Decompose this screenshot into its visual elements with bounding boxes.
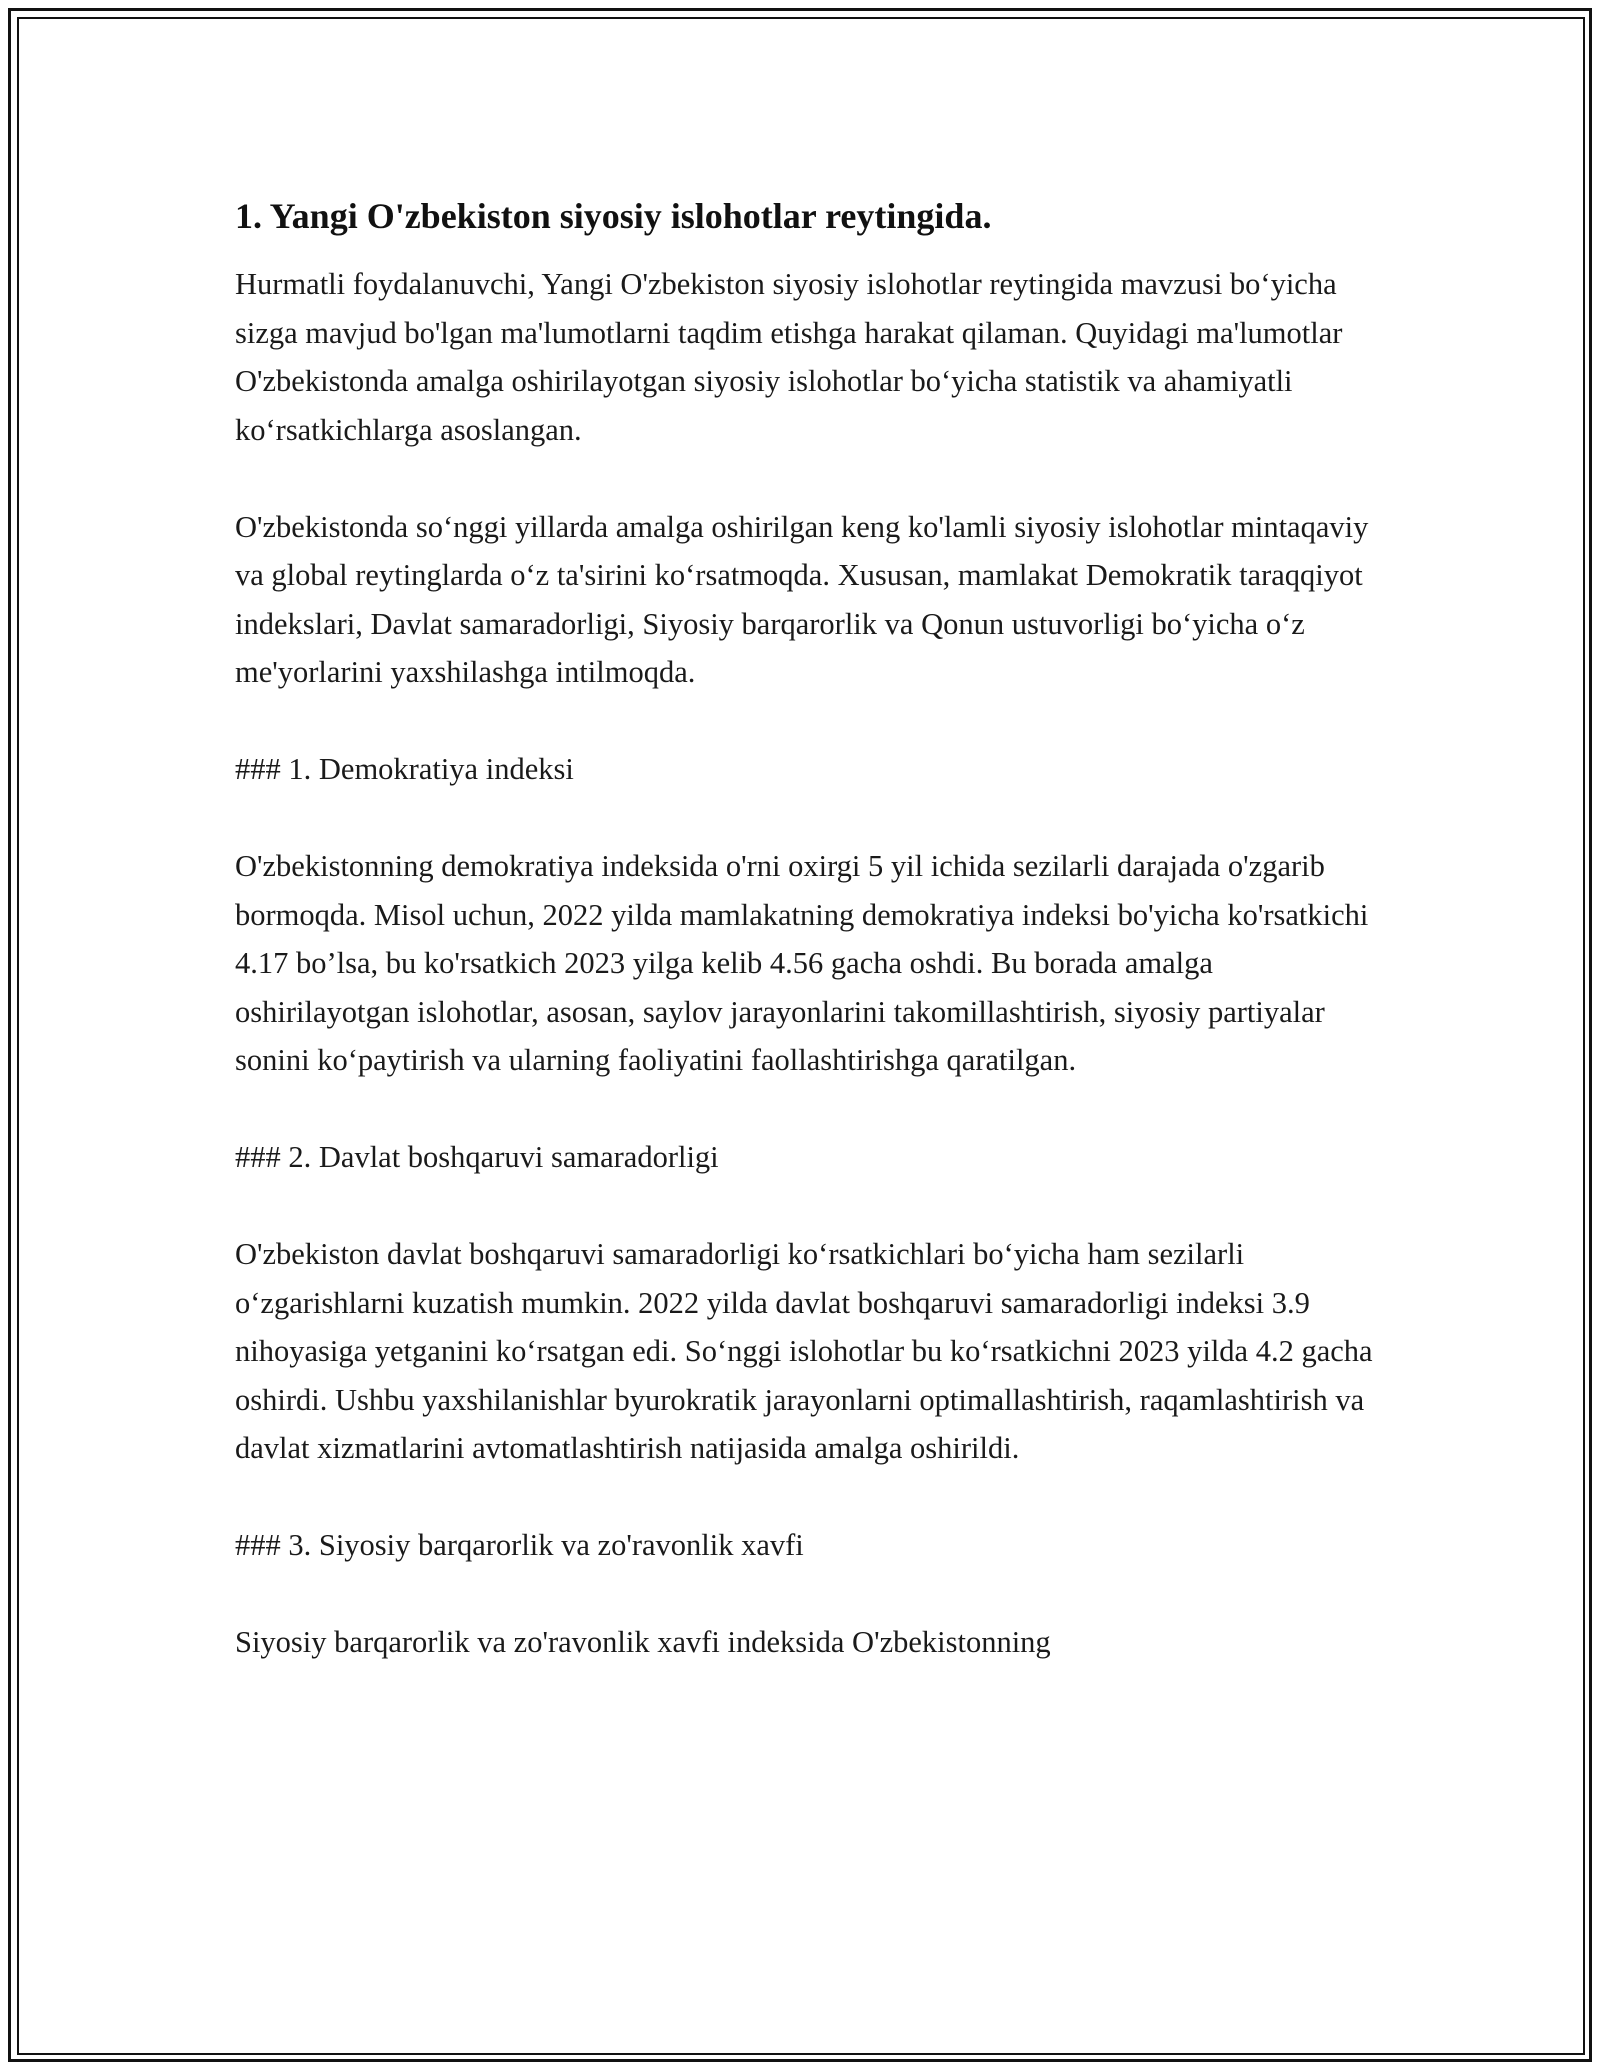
democracy-index-paragraph: O'zbekistonning demokratiya indeksida o'rni oxirgi 5 yil ichida sezilarli darajada o'zgarib bormoqda. Misol uchun, 2022 yilda mamlakatning demokratiya indeksi bo'yicha ko'rsatkichi 4.17 bo’lsa, bu ko'rsatkich 2023 yilga kelib 4.56 gacha oshdi. Bu borada amalga oshirilayotgan islohotlar, asosan, saylov jarayonlarini takomillashtirish, siyosiy partiyalar sonini ko‘paytirish va ularning faoliyatini faollashtirishga qaratilgan. [235, 849, 1369, 1077]
section-heading-democracy-index: ### 1. Demokratiya indeksi [235, 752, 574, 786]
document-body [235, 190, 1375, 1667]
section-heading-government-effectiveness: ### 2. Davlat boshqaruvi samaradorligi [235, 1140, 719, 1174]
intro-paragraph: Hurmatli foydalanuvchi, Yangi O'zbekiston siyosiy islohotlar reytingida mavzusi bo‘yicha sizga mavjud bo'lgan ma'lumotlarni taqdim etishga harakat qilaman. Quyidagi ma'lumotlar O'zbekistonda amalga oshirilayotgan siyosiy islohotlar bo‘yicha statistik va ahamiyatli ko‘rsatkichlarga asoslangan. [235, 267, 1343, 447]
overview-paragraph: O'zbekistonda so‘nggi yillarda amalga oshirilgan keng ko'lamli siyosiy islohotlar mintaqaviy va global reytinglarda o‘z ta'sirini ko‘rsatmoqda. Xususan, mamlakat Demokratik taraqqiyot indekslari, Davlat samaradorligi, Siyosiy barqarorlik va Qonun ustuvorligi bo‘yicha o‘z me'yorlarini yaxshilashga intilmoqda. [235, 509, 1369, 689]
document-title: 1. Yangi O'zbekiston siyosiy islohotlar reytingida. [235, 196, 992, 236]
government-effectiveness-paragraph: O'zbekiston davlat boshqaruvi samaradorligi ko‘rsatkichlari bo‘yicha ham sezilarli o‘zgarishlarni kuzatish mumkin. 2022 yilda davlat boshqaruvi samaradorligi indeksi 3.9 nihoyasiga yetganini ko‘rsatgan edi. So‘nggi islohotlar bu ko‘rsatkichni 2023 yilda 4.2 gacha oshirdi. Ushbu yaxshilanishlar byurokratik jarayonlarni optimallashtirish, raqamlashtirish va davlat xizmatlarini avtomatlashtirish natijasida amalga oshirildi. [235, 1237, 1373, 1465]
political-stability-paragraph: Siyosiy barqarorlik va zo'ravonlik xavfi indeksida O'zbekistonning [235, 1625, 1051, 1659]
section-heading-political-stability: ### 3. Siyosiy barqarorlik va zo'ravonlik xavfi [235, 1528, 804, 1562]
